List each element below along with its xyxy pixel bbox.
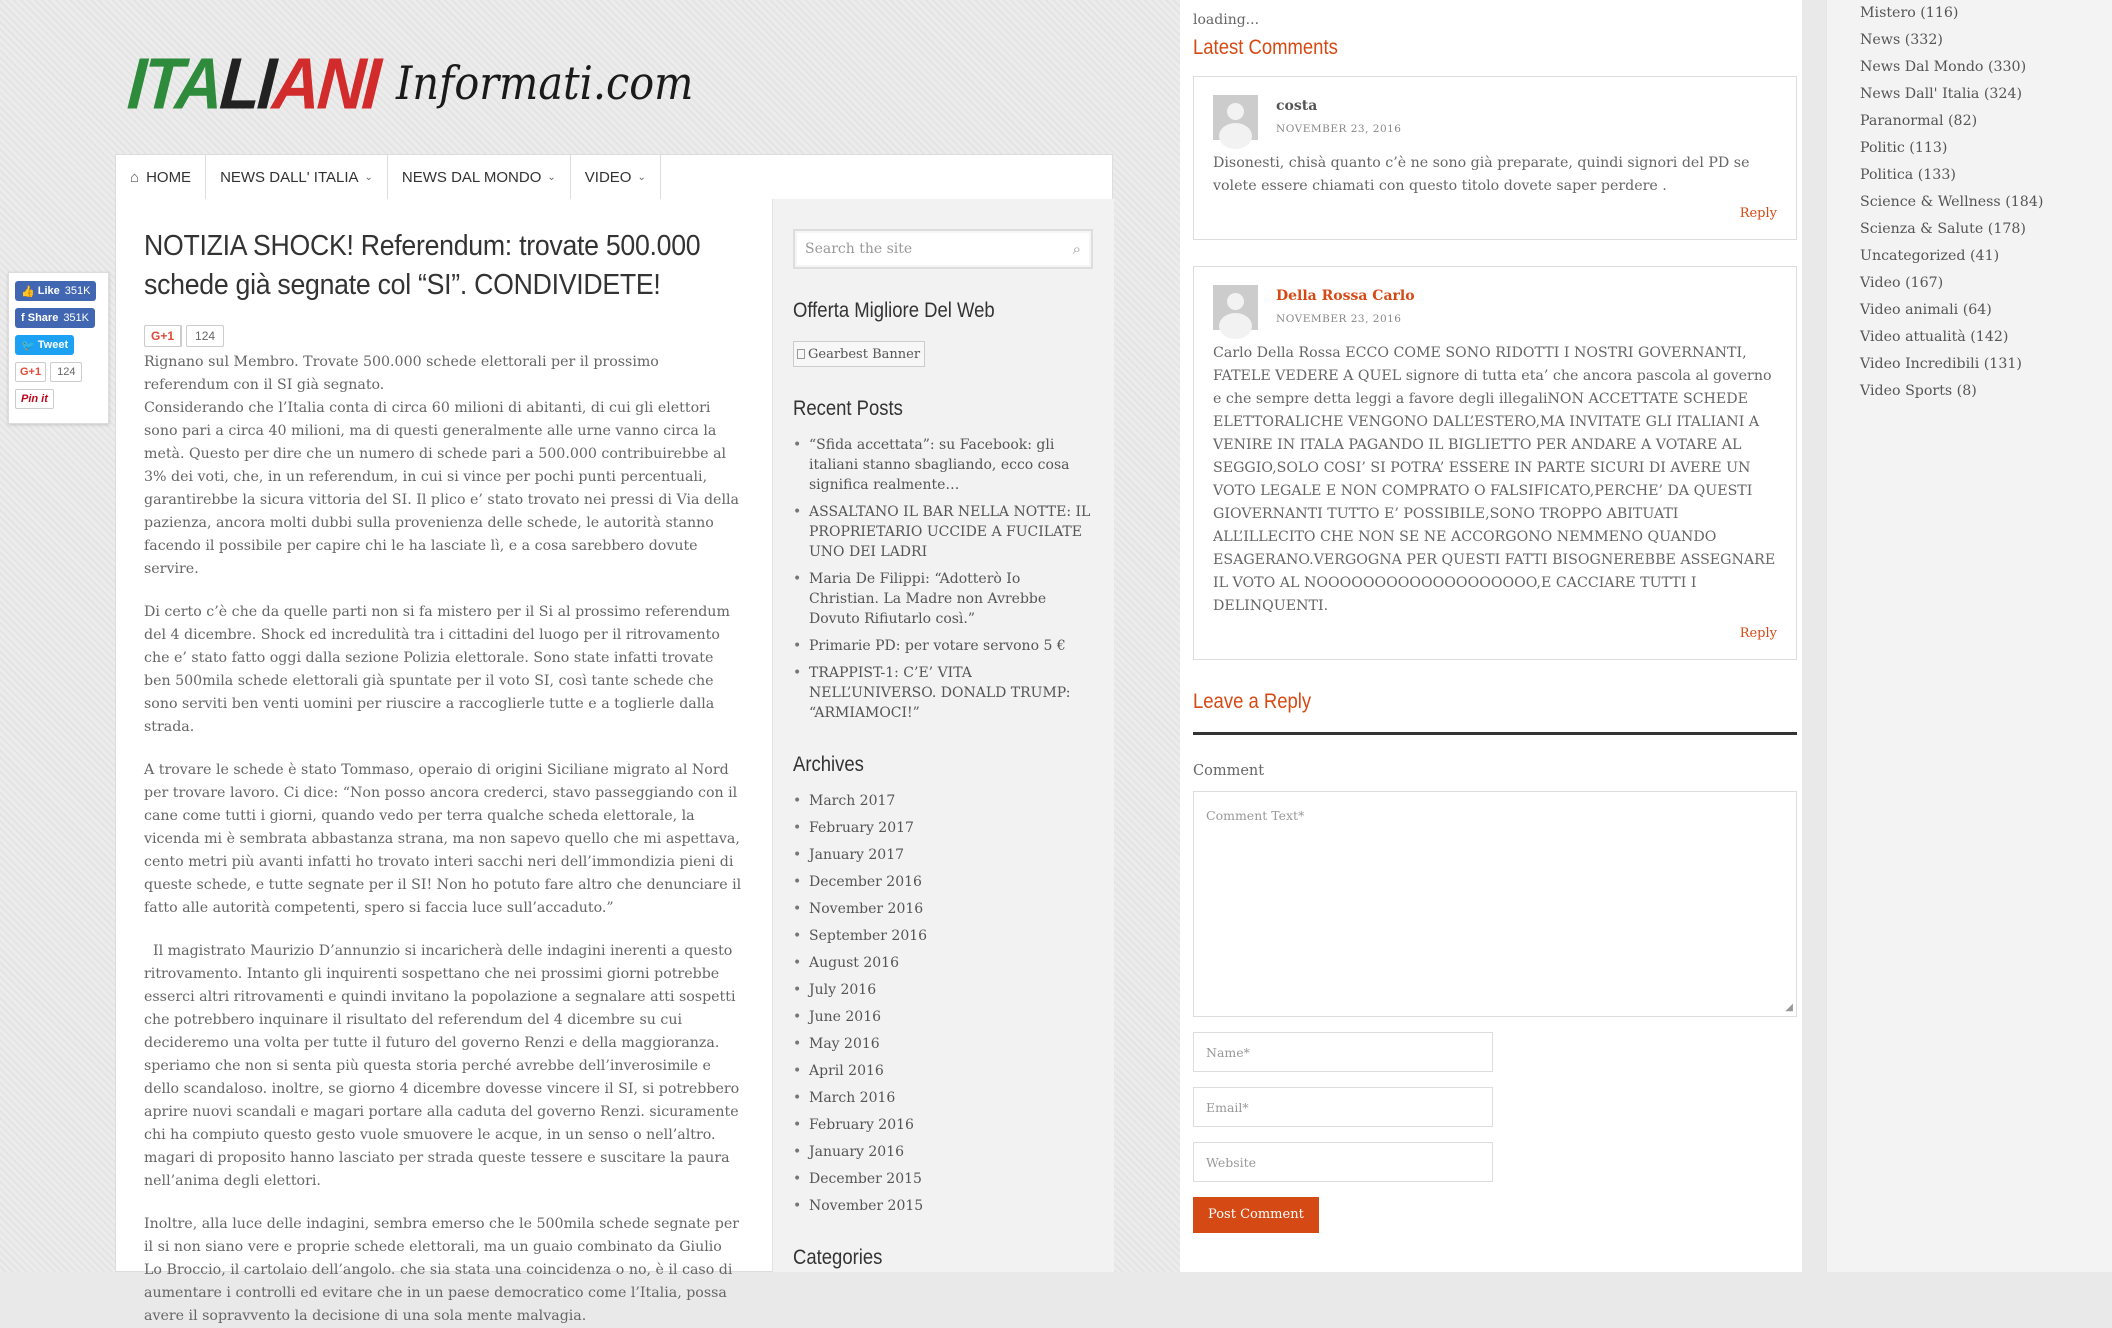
resize-grip-icon[interactable]: ◢: [1785, 1002, 1793, 1013]
gplus-count: 124: [50, 362, 82, 382]
comment-card: [1193, 76, 1797, 240]
recent-post-link[interactable]: • ASSALTANO IL BAR NELLA NOTTE: IL PROPRIETARIO UCCIDE A FUCILATE UNO DEI LADRI: [793, 502, 1094, 562]
twitter-icon: 🐦: [21, 339, 35, 352]
site-logo[interactable]: [125, 42, 726, 124]
logo-italiani: ITALIANI: [125, 42, 381, 124]
main-container: [115, 199, 1113, 1324]
facebook-like-button[interactable]: 👍 Like 351K: [15, 281, 96, 301]
recent-post-link[interactable]: • TRAPPIST-1: C’E’ VITA NELL’UNIVERSO. DONALD TRUMP: “ARMIAMOCI!”: [793, 663, 1094, 723]
article-paragraph: Rignano sul Membro. Trovate 500.000 schede elettorali per il prossimo referendum con il SI già segnato.: [144, 354, 659, 393]
sidebar: [772, 199, 1114, 1272]
email-field[interactable]: Email*: [1193, 1087, 1493, 1127]
category-link[interactable]: News (332): [1860, 32, 1943, 48]
recent-post-link[interactable]: • Primarie PD: per votare servono 5 €: [793, 636, 1094, 656]
offer-heading: Offerta Migliore Del Web: [793, 299, 995, 322]
recent-posts-heading: Recent Posts: [793, 397, 903, 420]
category-link[interactable]: Paranormal (82): [1860, 113, 1978, 129]
search-input[interactable]: Search the site ⌕: [793, 229, 1093, 269]
archive-link[interactable]: • November 2015: [793, 1196, 1094, 1216]
gearbest-banner[interactable]: Gearbest Banner: [793, 341, 925, 367]
category-link[interactable]: News Dall' Italia (324): [1860, 86, 2023, 102]
category-link[interactable]: Video (167): [1860, 275, 1944, 291]
archive-link[interactable]: • August 2016: [793, 953, 1094, 973]
nav-news-italia[interactable]: NEWS DALL' ITALIA ⌄: [206, 155, 388, 199]
archive-link[interactable]: • March 2016: [793, 1088, 1094, 1108]
category-link[interactable]: Video animali (64): [1860, 302, 1992, 318]
archive-link[interactable]: • September 2016: [793, 926, 1094, 946]
reply-link[interactable]: Reply: [1739, 626, 1777, 641]
category-link[interactable]: News Dal Mondo (330): [1860, 59, 2027, 75]
comment-date: NOVEMBER 23, 2016: [1276, 123, 1402, 135]
archive-link[interactable]: • February 2017: [793, 818, 1094, 838]
comment-text: Carlo Della Rossa ECCO COME SONO RIDOTTI I NOSTRI GOVERNANTI, FATELE VEDERE A QUEL signore di tutta eta’ che ancora pascola al governo e che sempre detta leggi a favore degli illegaliNON ACCETTATE SCHEDE ELETTORALICHE VENGONO DALL’ESTERO,MA INVITATE GLI ITALIANI A VENIRE IN ITALA PAGANDO IL BIGLIETTO PER ANDARE A VOTARE AL SEGGIO,SOLO COSI’ SI POTRA’ ESSERE IN PARTE SICURI DI AVERE UN VOTO LEGALE E NON COMPRATO O FALSIFICATO,PERCHE’ DA QUESTI GIOVERNANTI TUTTO E’ POSSIBILE,SONO TROPPO ABITUATI ALL’ILLECITO CHE NON SE NE ACCORGONO NEMMENO QUANDO ESAGERANO.VERGOGNA PER QUESTI FATTI BISOGNEREBBE ASSEGNARE IL VOTO AL NOOOOOOOOOOOOOOOOOOO,E CACCIARE TUTTI I DELINQUENTI.: [1213, 345, 1776, 614]
chevron-down-icon: ⌄: [547, 171, 556, 183]
comment-author: costa: [1276, 98, 1318, 114]
archive-link[interactable]: • July 2016: [793, 980, 1094, 1000]
website-field[interactable]: Website: [1193, 1142, 1493, 1182]
recent-post-link[interactable]: • Maria De Filippi: “Adotterò Io Christian. La Madre non Avrebbe Dovuto Rifiutarlo così.”: [793, 569, 1094, 629]
search-icon[interactable]: ⌕: [1072, 240, 1081, 258]
comment-text: Disonesti, chisà quanto c’è ne sono già preparate, quindi signori del PD se volete essere chiamati con questo titolo dovete saper perdere .: [1213, 155, 1750, 194]
category-link[interactable]: Video attualità (142): [1860, 329, 2009, 345]
archive-link[interactable]: • January 2017: [793, 845, 1094, 865]
gplus-button[interactable]: G+1: [15, 362, 46, 382]
comments-column: [1180, 0, 1802, 1272]
reply-link[interactable]: Reply: [1739, 206, 1777, 221]
article-paragraph: Considerando che l’Italia conta di circa 60 milioni di abitanti, di cui gli elettori sono pari a circa 40 milioni, ma di questi generalmente alle urne vanno circa la metà. Questo per dire che un numero di schede pari a 500.000 contribuirebbe al 3% dei voti, che, in un referendum, in cui si vince per pochi punti percentuali, garantirebbe la sicura vittoria del SI. Il plico e’ stato trovato nei pressi di Via della pazienza, ancora molti dubbi sulla provenienza delle schede, le autorità stanno facendo il possibile per capire chi le ha lasciate lì, e a cosa sarebbero dovute servire.: [144, 400, 739, 577]
categories-heading: Categories: [793, 1246, 883, 1269]
article-paragraph: Inoltre, alla luce delle indagini, sembra emerso che le 500mila schede segnate per il si non siano vere e proprie schede elettorali, ma un guaio combinato da Giulio Lo Broccio, il cartolaio dell’angolo. che sia stata una coincidenza o no, è il caso di aumentare i controlli ed evitare che in un paese democratico come l’Italia, possa avere il sopravvento la decisione di una sola mente malvagia.: [144, 1216, 740, 1324]
article-title: NOTIZIA SHOCK! Referendum: trovate 500.000 schede già segnate col “SI”. CONDIVIDETE!: [144, 230, 701, 301]
recent-posts-list: [793, 435, 1094, 723]
categories-list: [1860, 0, 2112, 405]
categories-column: [1826, 0, 2112, 1272]
article-paragraph: Di certo c’è che da quelle parti non si fa mistero per il Si al prossimo referendum del 4 dicembre. Shock ed incredulità tra i cittadini del luogo per il ritrovamento che e’ stato fatto oggi dalla sezione Polizia elettorale. Sono state infatti trovate ben 500mila schede elettorali già spuntate per il voto SI, così tante schede che sono serviti ben venti uomini per riuscire a raccoglierle tutte e a toglierle dalla strada.: [144, 604, 730, 735]
article-paragraph: speriamo che non si senta più questa storia perché avrebbe dell’inverosimile e dello scandaloso. inoltre, se giorno 4 dicembre dovesse vincere il SI, si potrebbero aprire nuovi scandali e magari portare alla caduta del governo Renzi. sicuramente chi ha compiuto questo gesto vuole smuovere le acque, in un senso o nell’altro.: [144, 1058, 740, 1143]
chevron-down-icon: ⌄: [637, 171, 646, 183]
archive-link[interactable]: • April 2016: [793, 1061, 1094, 1081]
comment-date: NOVEMBER 23, 2016: [1276, 313, 1402, 325]
avatar: [1213, 285, 1258, 330]
latest-comments-heading: Latest Comments: [1193, 36, 1338, 59]
archives-list: [793, 791, 1094, 1216]
pinterest-button[interactable]: Pin it: [15, 389, 54, 409]
main-nav: [115, 154, 1113, 200]
archive-link[interactable]: • June 2016: [793, 1007, 1094, 1027]
gplus-count: 124: [186, 325, 224, 347]
category-link[interactable]: Politic (113): [1860, 140, 1948, 156]
nav-video[interactable]: VIDEO ⌄: [571, 155, 661, 199]
archives-heading: Archives: [793, 753, 864, 776]
gplus-button[interactable]: G+1: [144, 325, 182, 347]
category-link[interactable]: Politica (133): [1860, 167, 1956, 183]
divider: [1193, 732, 1797, 735]
nav-home[interactable]: ⌂ HOME: [116, 155, 206, 199]
social-share-bar: [8, 272, 109, 424]
nav-news-mondo[interactable]: NEWS DAL MONDO ⌄: [388, 155, 571, 199]
category-link[interactable]: Video Sports (8): [1860, 383, 1977, 399]
archive-link[interactable]: • February 2016: [793, 1115, 1094, 1135]
category-link[interactable]: Scienza & Salute (178): [1860, 221, 2026, 237]
post-comment-button[interactable]: Post Comment: [1193, 1197, 1319, 1233]
article-paragraph: A trovare le schede è stato Tommaso, operaio di origini Siciliane migrato al Nord per trovare lavoro. Ci dice: “Non posso ancora crederci, stavo passeggiando con il cane come tutti i giorni, quando vedo per terra qualche scheda elettorale, la vicenda mi è sembrata abbastanza strana, ma non sapevo quello che mi aspettava, cento metri più avanti infatti ho trovato interi sacchi neri dell’immondizia pieni di queste schede, e tutte segnate per il SI! Non ho potuto fare altro che denunciare il fatto alle autorità competenti, spero si faccia luce sull’accaduto.”: [144, 762, 742, 916]
broken-image-icon: [797, 349, 805, 359]
home-icon: ⌂: [130, 168, 140, 186]
logo-informati: Informati.com: [395, 56, 694, 110]
comment-card: [1193, 266, 1797, 660]
article: [116, 199, 772, 1324]
archive-link[interactable]: • November 2016: [793, 899, 1094, 919]
tweet-button[interactable]: 🐦 Tweet: [15, 335, 74, 355]
leave-reply-heading: Leave a Reply: [1193, 690, 1312, 713]
article-paragraph: Il magistrato Maurizio D’annunzio si incaricherà delle indagini inerenti a questo ritrovamento. Intanto gli inquirenti sospettano che nei prossimi giorni potrebbe esserci altri ritrovamenti e quindi invitano la popolazione a segnalare atti sospetti che potrebbero inquinare il risultato del referendum del 4 dicembre su cui decideremo una volta per tutte il futuro del governo Renzi e della maggioranza.: [144, 943, 741, 1051]
article-paragraph: magari di proposito hanno lasciato per strada queste tessere e suscitare la paura nell’anima degli elettori.: [144, 1150, 730, 1189]
category-link[interactable]: Science & Wellness (184): [1860, 194, 2044, 210]
comment-label: Comment: [1193, 763, 1265, 779]
article-body: [144, 351, 744, 1328]
archive-link[interactable]: • March 2017: [793, 791, 1094, 811]
archive-link[interactable]: • December 2016: [793, 872, 1094, 892]
archive-link[interactable]: • December 2015: [793, 1169, 1094, 1189]
facebook-icon: f: [21, 312, 25, 324]
category-link[interactable]: Uncategorized (41): [1860, 248, 2000, 264]
archive-link[interactable]: • May 2016: [793, 1034, 1094, 1054]
loading-text: loading...: [1193, 12, 1260, 28]
recent-post-link[interactable]: • “Sfida accettata”: su Facebook: gli italiani stanno sbagliando, ecco cosa significa realmente…: [793, 435, 1094, 495]
category-link[interactable]: Mistero (116): [1860, 5, 1959, 21]
facebook-share-button[interactable]: f Share 351K: [15, 308, 95, 328]
archive-link[interactable]: • January 2016: [793, 1142, 1094, 1162]
category-link[interactable]: Video Incredibili (131): [1860, 356, 2022, 372]
avatar: [1213, 95, 1258, 140]
name-field[interactable]: Name*: [1193, 1032, 1493, 1072]
comment-author[interactable]: Della Rossa Carlo: [1276, 288, 1415, 304]
chevron-down-icon: ⌄: [364, 171, 373, 183]
comment-textarea[interactable]: Comment Text* ◢: [1193, 791, 1797, 1017]
